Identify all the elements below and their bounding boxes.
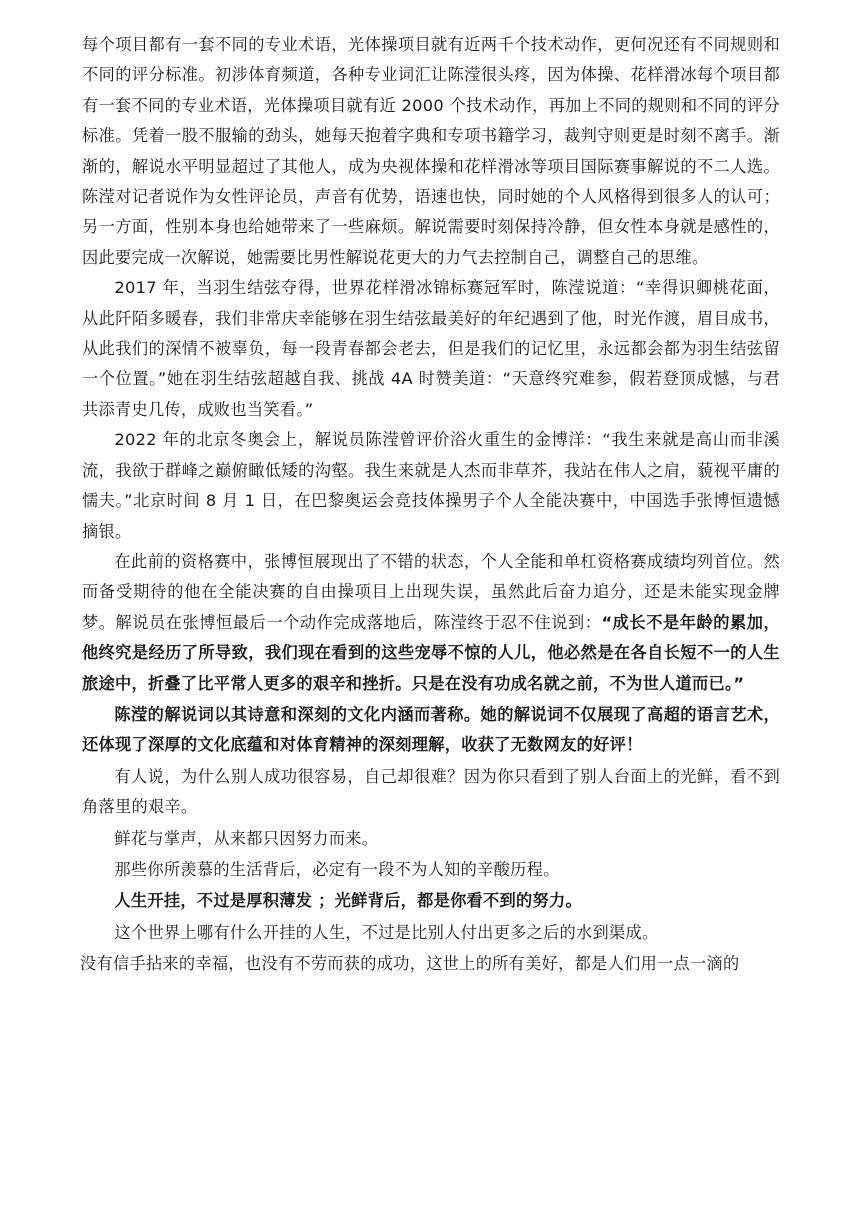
paragraph-9-bold-line (82, 886, 780, 916)
paragraph-5-text: 陈滢的解说词以其诗意和深刻的文化内涵而著称。她的解说词不仅展现了高超的语言艺术，还体现了深厚的文化底蕴和对体育精神的深刻理解，收获了无数网友的好评！ (82, 704, 780, 755)
paragraph-4-text: 在此前的资格赛中，张博恒展现出了不错的状态，个人全能和单杠资格赛成绩均列首位。然而备受期待的他在全能决赛的自由操项目上出现失误，虽然此后奋力追分，还是未能实现金牌梦。解说员在张博恒最后一个动作完成落地后，陈滢终于忍不住说到： (82, 551, 780, 632)
paragraph-3 (82, 425, 780, 547)
paragraph-9-text: 人生开挂，不过是厚积薄发 ；光鲜背后，都是你看不到的努力。 (114, 891, 582, 911)
paragraph-2-text: 2017 年，当羽生结弦夺得，世界花样滑冰锦标赛冠军时，陈滢说道：“幸得识卿桃花面，从此阡陌多暖春，我们非常庆幸能够在羽生结弦最美好的年纪遇到了他，时光作渡，眉目成书，从此我们的深情不被辜负，每一段青春都会老去，但是我们的记忆里，永远都会都为羽生结弦留一个位置。”她在羽生结弦超越自我、挑战 4A 时赞美道：“天意终究难参，假若登顶成憾，与君共添青史几传，成败也当笑看。” (82, 278, 780, 419)
paragraph-1 (82, 30, 780, 273)
paragraph-3-text: 2022 年的北京冬奥会上，解说员陈滢曾评价浴火重生的金博洋：“我生来就是高山而非溪流，我欲于群峰之巅俯瞰低矮的沟壑。我生来就是人杰而非草芥，我站在伟人之肩，藐视平庸的懦夫。”北京时间 8 月 1 日，在巴黎奥运会竞技体操男子个人全能决赛中，中国选手张博恒遗憾摘银。 (82, 430, 780, 541)
paragraph-5-bold-summary (82, 700, 780, 761)
paragraph-7 (82, 824, 780, 854)
paragraph-4-bold-quote: “成长不是年龄的累加，他终究是经历了所导致，我们现在看到的这些宠辱不惊的人儿，他必然是在各自长短不一的人生旅途中，折叠了比平常人更多的艰辛和挫折。只是在没有功成名就之前，不为世人道而已。” (82, 612, 780, 693)
paragraph-10-text: 这个世界上哪有什么开挂的人生，不过是比别人付出更多之后的水到渠成。 (114, 922, 659, 942)
paragraph-1-text: 每个项目都有一套不同的专业术语，光体操项目就有近两千个技术动作，更何况还有不同规则和不同的评分标准。初涉体育频道，各种专业词汇让陈滢很头疼，因为体操、花样滑冰每个项目都有一套不同的专业术语，光体操项目就有近 2000 个技术动作，再加上不同的规则和不同的评分标准。凭着一股不服输的劲头，她每天抱着字典和专项书籍学习，裁判守则更是时刻不离手。渐渐的，解说水平明显超过了其他人，成为央视体操和花样滑冰等项目国际赛事解说的不二人选。陈滢对记者说作为女性评论员，声音有优势，语速也快，同时她的个人风格得到很多人的认可；另一方面，性别本身也给她带来了一些麻烦。解说需要时刻保持冷静，但女性本身就是感性的，因此要完成一次解说，她需要比男性解说花更大的力气去控制自己，调整自己的思维。 (82, 35, 780, 267)
paragraph-11 (80, 949, 780, 979)
paragraph-10 (82, 918, 780, 948)
paragraph-2 (82, 273, 780, 425)
paragraph-4 (82, 547, 780, 699)
paragraph-6 (82, 762, 780, 823)
paragraph-11-text: 没有信手拈来的幸福，也没有不劳而获的成功，这世上的所有美好，都是人们用一点一滴的 (80, 954, 740, 974)
paragraph-8 (82, 855, 780, 885)
paragraph-6-text: 有人说，为什么别人成功很容易，自己却很难？因为你只看到了别人台面上的光鲜，看不到角落里的艰辛。 (82, 766, 780, 817)
paragraph-8-text: 那些你所羡慕的生活背后，必定有一段不为人知的辛酸历程。 (114, 859, 560, 879)
paragraph-7-text: 鲜花与掌声，从来都只因努力而来。 (114, 828, 379, 848)
document-page (82, 30, 780, 980)
